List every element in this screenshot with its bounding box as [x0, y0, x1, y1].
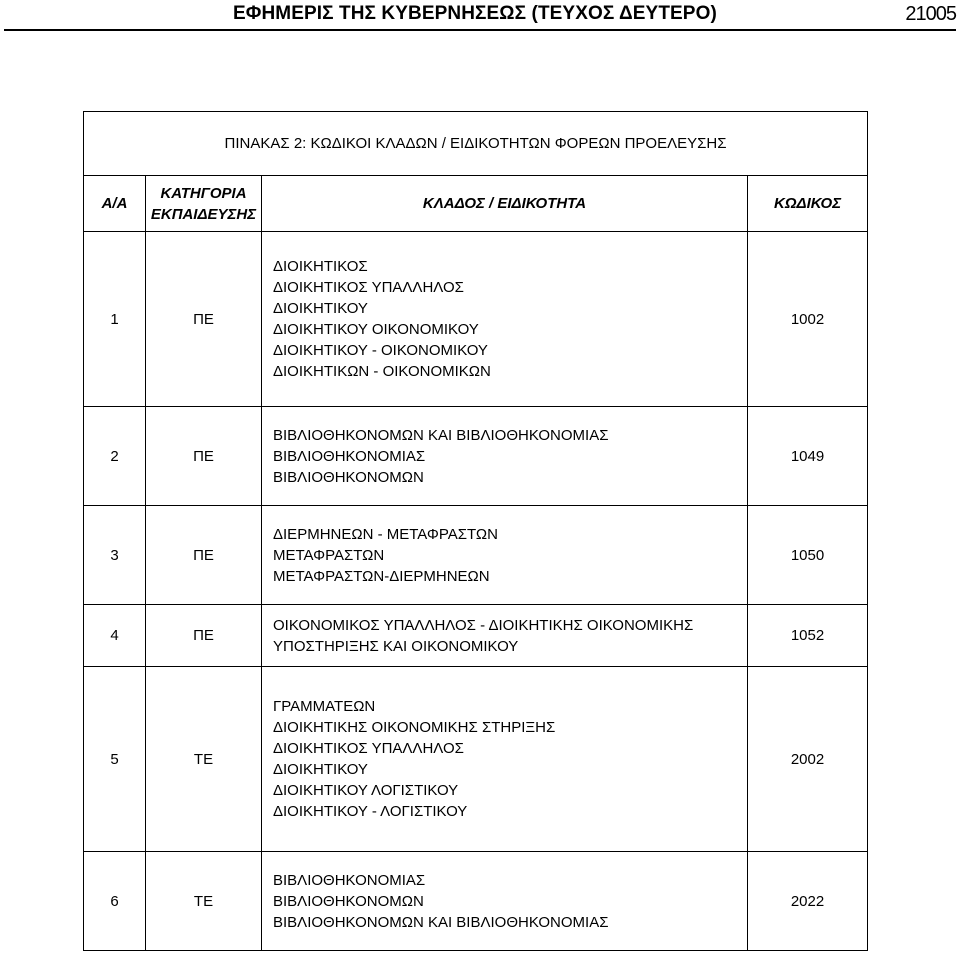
specialty-line: ΔΙΟΙΚΗΤΙΚΟΥ	[273, 300, 368, 317]
page-header	[0, 0, 960, 30]
specialty-line: ΔΙΟΙΚΗΤΙΚΗΣ ΟΙΚΟΝΟΜΙΚΗΣ ΣΤΗΡΙΞΗΣ	[273, 719, 556, 736]
specialty-line: ΔΙΟΙΚΗΤΙΚΟΥ ΛΟΓΙΣΤΙΚΟΥ	[273, 782, 459, 799]
row-specialties	[262, 852, 748, 951]
specialty-line: ΜΕΤΑΦΡΑΣΤΩΝ-ΔΙΕΡΜΗΝΕΩΝ	[273, 567, 490, 585]
row-number: 2	[84, 407, 146, 506]
specialty-line: ΒΙΒΛΙΟΘΗΚΟΝΟΜΙΑΣ	[273, 871, 426, 889]
row-category: ΠΕ	[146, 232, 262, 407]
table-row	[84, 667, 868, 852]
specialty-line: ΜΕΤΑΦΡΑΣΤΩΝ	[273, 546, 385, 564]
table-header-row	[84, 176, 868, 232]
specialty-line: ΔΙΟΙΚΗΤΙΚΟΥ ΟΙΚΟΝΟΜΙΚΟΥ	[273, 321, 479, 338]
row-code: 2022	[748, 852, 868, 951]
column-header-category-line2: ΕΚΠΑΙΔΕΥΣΗΣ	[150, 205, 257, 223]
row-number: 4	[84, 605, 146, 667]
header-divider	[4, 29, 956, 31]
row-number: 1	[84, 232, 146, 407]
row-code: 2002	[748, 667, 868, 852]
column-header-specialty: ΚΛΑΔΟΣ / ΕΙΔΙΚΟΤΗΤΑ	[262, 176, 748, 232]
row-number: 5	[84, 667, 146, 852]
row-number: 3	[84, 506, 146, 605]
gazette-title: ΕΦΗΜΕΡΙΣ ΤΗΣ ΚΥΒΕΡΝΗΣΕΩΣ (ΤΕΥΧΟΣ ΔΕΥΤΕΡΟ)	[233, 3, 717, 24]
table-title-row	[84, 112, 868, 176]
row-category: ΤΕ	[146, 667, 262, 852]
specialty-line: ΥΠΟΣΤΗΡΙΞΗΣ ΚΑΙ ΟΙΚΟΝΟΜΙΚΟΥ	[273, 637, 519, 655]
column-header-code: ΚΩΔΙΚΟΣ	[748, 176, 868, 232]
row-specialties	[262, 667, 748, 852]
row-code: 1050	[748, 506, 868, 605]
row-specialties	[262, 407, 748, 506]
page-number: 21005	[905, 3, 956, 25]
column-header-category-line1: ΚΑΤΗΓΟΡΙΑ	[160, 184, 247, 202]
specialty-line: ΒΙΒΛΙΟΘΗΚΟΝΟΜΩΝ ΚΑΙ ΒΙΒΛΙΟΘΗΚΟΝΟΜΙΑΣ	[273, 426, 609, 444]
table-row	[84, 506, 868, 605]
row-code: 1002	[748, 232, 868, 407]
specialty-line: ΔΙΟΙΚΗΤΙΚΟΣ	[273, 258, 368, 275]
specialty-line: ΒΙΒΛΙΟΘΗΚΟΝΟΜΩΝ	[273, 468, 424, 486]
row-category: ΠΕ	[146, 605, 262, 667]
row-category: ΠΕ	[146, 407, 262, 506]
row-specialties	[262, 506, 748, 605]
table-title: ΠΙΝΑΚΑΣ 2: ΚΩΔΙΚΟΙ ΚΛΑΔΩΝ / ΕΙΔΙΚΟΤΗΤΩΝ ΦΟΡΕΩΝ ΠΡΟΕΛΕΥΣΗΣ	[84, 112, 868, 176]
table-row	[84, 232, 868, 407]
specialty-line: ΒΙΒΛΙΟΘΗΚΟΝΟΜΙΑΣ	[273, 447, 426, 465]
table-row	[84, 605, 868, 667]
row-specialties	[262, 232, 748, 407]
specialty-line: ΔΙΟΙΚΗΤΙΚΩΝ - ΟΙΚΟΝΟΜΙΚΩΝ	[273, 363, 491, 380]
column-header-category	[146, 176, 262, 232]
specialty-line: ΔΙΕΡΜΗΝΕΩΝ - ΜΕΤΑΦΡΑΣΤΩΝ	[273, 525, 498, 543]
column-header-aa: Α/Α	[84, 176, 146, 232]
row-number: 6	[84, 852, 146, 951]
table-row	[84, 852, 868, 951]
specialty-line: ΔΙΟΙΚΗΤΙΚΟΣ ΥΠΑΛΛΗΛΟΣ	[273, 279, 464, 296]
table-row	[84, 407, 868, 506]
specialty-line: ΔΙΟΙΚΗΤΙΚΟΣ ΥΠΑΛΛΗΛΟΣ	[273, 740, 464, 757]
row-code: 1049	[748, 407, 868, 506]
specialty-line: ΟΙΚΟΝΟΜΙΚΟΣ ΥΠΑΛΛΗΛΟΣ - ΔΙΟΙΚΗΤΙΚΗΣ ΟΙΚΟΝΟΜΙΚΗΣ	[273, 616, 694, 634]
specialty-line: ΔΙΟΙΚΗΤΙΚΟΥ - ΛΟΓΙΣΤΙΚΟΥ	[273, 803, 468, 820]
row-category: ΤΕ	[146, 852, 262, 951]
specialty-line: ΔΙΟΙΚΗΤΙΚΟΥ - ΟΙΚΟΝΟΜΙΚΟΥ	[273, 342, 488, 359]
specialty-line: ΓΡΑΜΜΑΤΕΩΝ	[273, 698, 376, 715]
row-category: ΠΕ	[146, 506, 262, 605]
row-code: 1052	[748, 605, 868, 667]
row-specialties	[262, 605, 748, 667]
specialty-line: ΒΙΒΛΙΟΘΗΚΟΝΟΜΩΝ	[273, 892, 424, 910]
specialty-line: ΔΙΟΙΚΗΤΙΚΟΥ	[273, 761, 368, 778]
codes-table	[83, 111, 868, 951]
specialty-line: ΒΙΒΛΙΟΘΗΚΟΝΟΜΩΝ ΚΑΙ ΒΙΒΛΙΟΘΗΚΟΝΟΜΙΑΣ	[273, 913, 609, 931]
